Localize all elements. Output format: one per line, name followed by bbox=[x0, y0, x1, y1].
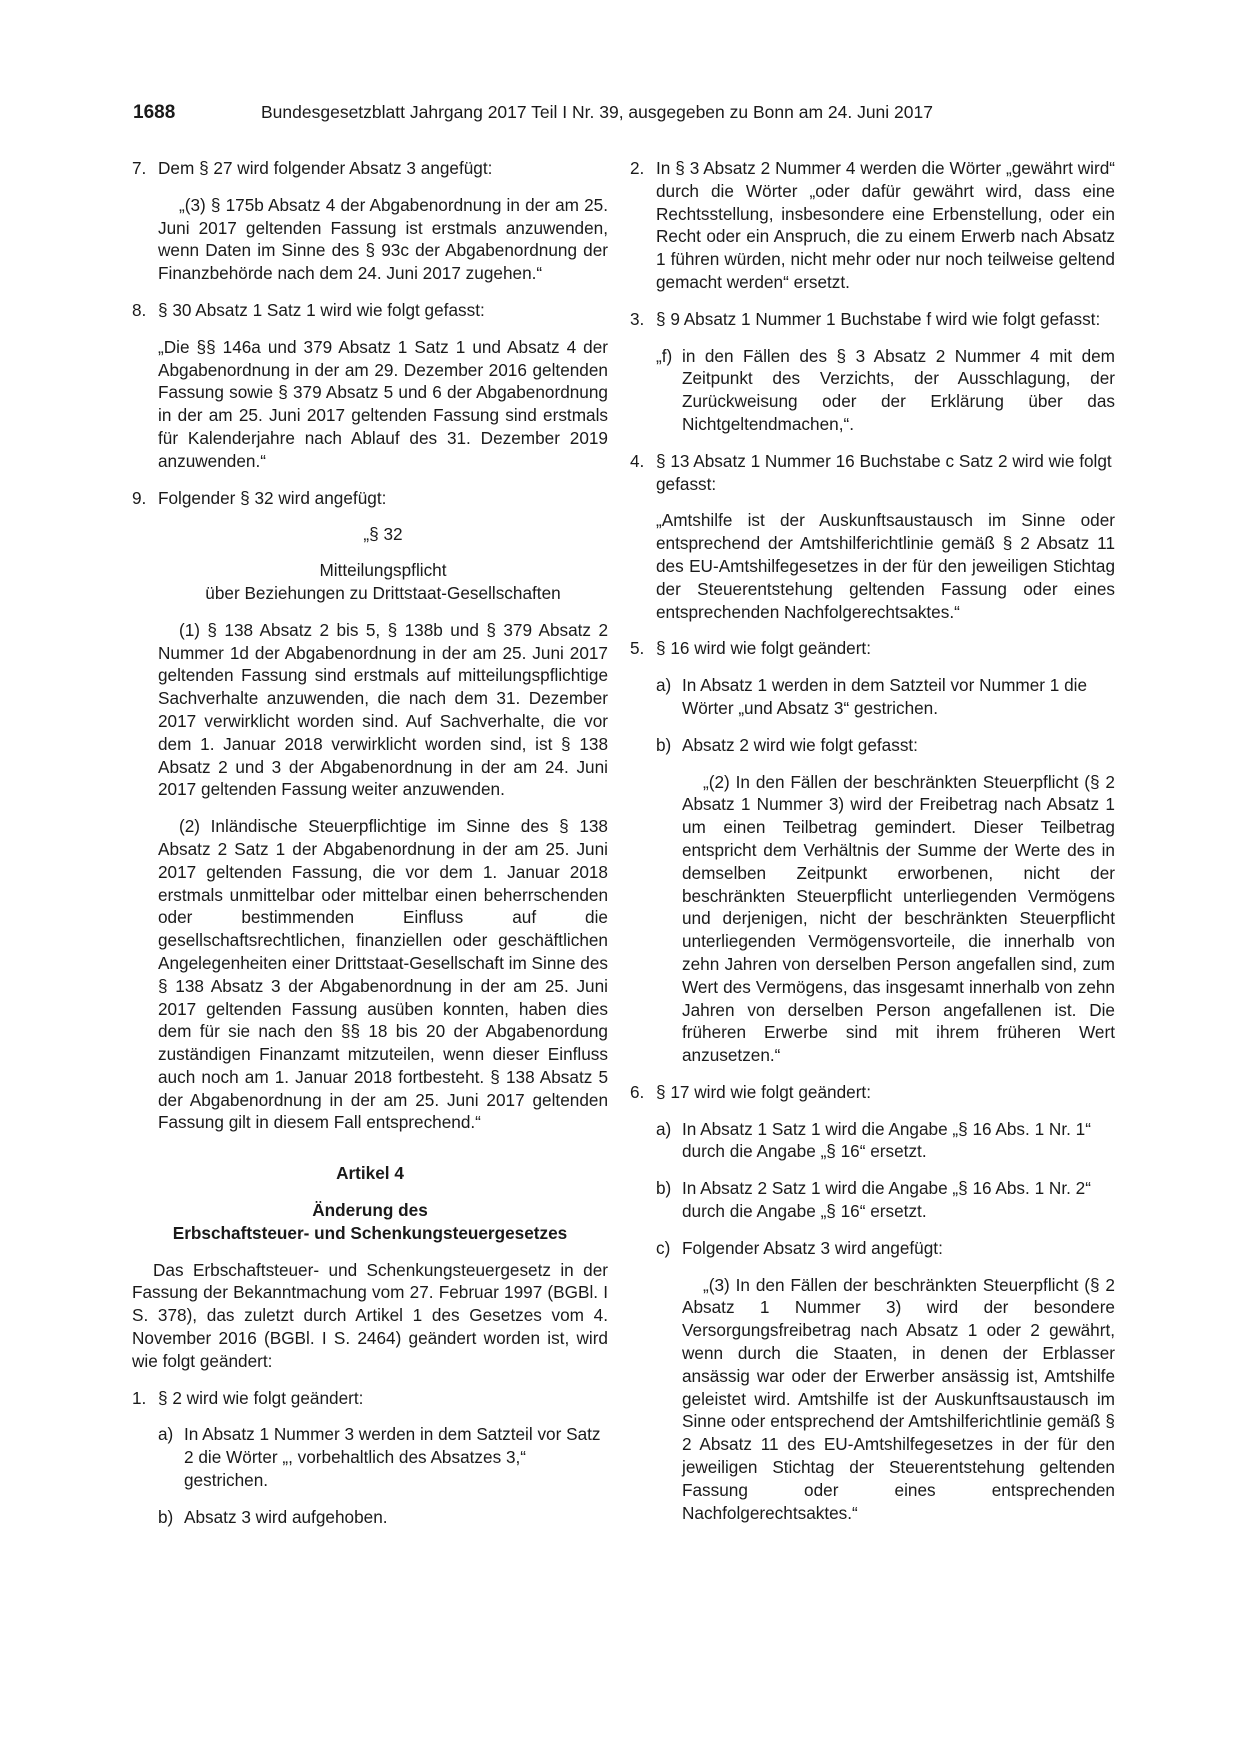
item-number: 7. bbox=[132, 158, 147, 178]
item-text: § 2 wird wie folgt geändert: bbox=[158, 1387, 364, 1408]
sub-item-b bbox=[656, 1177, 1115, 1223]
sub-item-letter: a) bbox=[158, 1424, 174, 1445]
article-title bbox=[132, 1199, 608, 1245]
sub-item-text: Absatz 3 wird aufgehoben. bbox=[184, 1506, 388, 1527]
section-mark: „§ 32 bbox=[363, 524, 403, 545]
list-item-5 bbox=[630, 637, 1115, 660]
sub-item-text: In Absatz 2 Satz 1 wird die Angabe „§ 16 Abs. 1 Nr. 2“ durch die Angabe „§ 16“ ersetzt. bbox=[682, 1178, 1091, 1222]
sub-item-a bbox=[158, 1423, 608, 1491]
sub-item-letter: a) bbox=[656, 1118, 672, 1139]
sub-item-b bbox=[656, 734, 1115, 757]
sub-item-b bbox=[158, 1506, 608, 1529]
list-item-7 bbox=[132, 157, 608, 180]
sub-item-text: In Absatz 1 Nummer 3 werden in dem Satzteil vor Satz 2 die Wörter „, vorbehaltlich des Absatzes 3,“ gestrichen. bbox=[184, 1424, 601, 1491]
item-number: 2. bbox=[630, 158, 645, 178]
item-text: Folgender § 32 wird angefügt: bbox=[158, 487, 387, 508]
quoted-provision: „(3) § 175b Absatz 4 der Abgabenordnung in der am 25. Juni 2017 geltenden Fassung ist erstmals anzuwenden, wenn Daten im Sinne des § 93c der Abgabenordnung der Finanzbehörde nach dem 24. Juni 2017 zugehen.“ bbox=[158, 194, 608, 284]
sub-item-text: Folgender Absatz 3 wird angefügt: bbox=[682, 1237, 943, 1258]
list-item-3 bbox=[630, 308, 1115, 331]
sub-item-letter: c) bbox=[656, 1237, 671, 1258]
item-text: § 17 wird wie folgt geändert: bbox=[656, 1081, 871, 1102]
quoted-provision: „(3) In den Fällen der beschränkten Steuerpflicht (§ 2 Absatz 1 Nummer 3) wird der besondere Versorgungsfreibetrag nach Absatz 1 oder 2 gewährt, wenn durch die Staaten, in denen der Erblasser ansässig war oder der Erwerber ansässig ist, Amtshilfe geleistet wird. Amtshilfe ist der Auskunftsaustausch im Sinne oder entsprechend der Amtshilferichtlinie gemäß § 2 Absatz 11 des EU-Amtshilfegesetzes in der für den jeweiligen Stichtag der Steuerentstehung geltenden Fassung oder eines entsprechenden Nachfolgerechtsaktes.“ bbox=[682, 1274, 1115, 1523]
section-title-line: über Beziehungen zu Drittstaat-Gesellschaften bbox=[205, 582, 561, 603]
item-number: 9. bbox=[132, 487, 147, 508]
article-intro: Das Erbschaftsteuer- und Schenkungsteuergesetz in der Fassung der Bekanntmachung vom 27. Februar 1997 (BGBl. I S. 378), das zuletzt durch Artikel 1 des Gesetzes vom 4. November 2016 (BGBl. I S. 2464) geändert worden ist, wird wie folgt geändert: bbox=[132, 1259, 608, 1371]
quoted-provision: „Die §§ 146a und 379 Absatz 1 Satz 1 und Absatz 4 der Abgabenordnung in der am 29. Dezember 2016 geltenden Fassung sowie § 379 Absatz 5 und 6 der Abgabenordnung in der am 25. Juni 2017 geltenden Fassung sind erstmals für Kalenderjahre nach Ablauf des 31. Dezember 2019 anzuwenden.“ bbox=[158, 336, 608, 471]
article-title-line: Erbschaftsteuer- und Schenkungsteuergesetzes bbox=[172, 1222, 568, 1243]
item-number: 5. bbox=[630, 638, 645, 659]
article-number: Artikel 4 bbox=[336, 1163, 404, 1184]
list-item-9 bbox=[132, 487, 608, 510]
item-text: § 13 Absatz 1 Nummer 16 Buchstabe c Satz 2 wird wie folgt gefasst: bbox=[656, 450, 1112, 494]
sub-item-text: in den Fällen des § 3 Absatz 2 Nummer 4 mit dem Zeitpunkt des Verzichts, der Ausschlagung, der Zurückweisung oder der Erklärung über das Nichtgeltendmachen,“. bbox=[682, 345, 1115, 434]
list-item-6 bbox=[630, 1081, 1115, 1104]
left-column bbox=[132, 157, 608, 1543]
section-title-line: Mitteilungspflicht bbox=[319, 560, 447, 581]
quoted-provision: „(2) In den Fällen der beschränkten Steuerpflicht (§ 2 Absatz 1 Nummer 3) wird der Freibetrag nach Absatz 1 um einen Teilbetrag gemindert. Dieser Teilbetrag entspricht dem Verhältnis der Summe der Werte des in demselben Zeitpunkt erworbenen, nicht der beschränkten Steuerpflicht unterliegenden Vermögens und derjenigen, nicht der beschränkten Steuerpflicht unterliegenden Vermögensvorteile, die innerhalb von zehn Jahren von derselben Person angefallen sind, zum Wert des Vermögens, das insgesamt innerhalb von zehn Jahren von derselben Person angefallenen ist. Die früheren Erwerbe sind mit ihrem früheren Wert anzusetzen.“ bbox=[682, 771, 1115, 1066]
item-number: 8. bbox=[132, 299, 147, 320]
article-title-line: Änderung des bbox=[312, 1200, 428, 1221]
section-title bbox=[158, 559, 608, 605]
item-text: § 9 Absatz 1 Nummer 1 Buchstabe f wird wie folgt gefasst: bbox=[656, 308, 1101, 329]
sub-item-a bbox=[656, 674, 1115, 720]
paragraph-1: (1) § 138 Absatz 2 bis 5, § 138b und § 379 Absatz 2 Nummer 1d der Abgabenordnung in der am 25. Juni 2017 geltenden Fassung sind erstmals auf mitteilungspflichtige Sachverhalte anzuwenden, die nach dem 31. Dezember 2017 verwirklicht worden sind. Auf Sachverhalte, die vor dem 1. Januar 2018 verwirklicht worden sind, ist § 138 Absatz 2 und 3 der Abgabenordnung in der am 24. Juni 2017 geltenden Fassung weiter anzuwenden. bbox=[158, 619, 608, 800]
item-number: 3. bbox=[630, 308, 645, 329]
list-item-2 bbox=[630, 157, 1115, 294]
item-text: § 30 Absatz 1 Satz 1 wird wie folgt gefasst: bbox=[158, 299, 485, 320]
sub-item-a bbox=[656, 1118, 1115, 1164]
right-column bbox=[630, 157, 1115, 1538]
sub-item-text: In Absatz 1 werden in dem Satzteil vor Nummer 1 die Wörter „und Absatz 3“ gestrichen. bbox=[682, 675, 1088, 718]
item-number: 1. bbox=[132, 1387, 147, 1408]
item-text: In § 3 Absatz 2 Nummer 4 werden die Wörter „gewährt wird“ durch die Wörter „oder dafür gewährt wird, dass eine Rechtsstellung, insbesondere eine Erbenstellung, oder ein Recht oder ein Anspruch, die zu einem Erwerb nach Absatz 1 führen würden, nicht mehr oder nur noch teilweise geltend gemacht werden“ ersetzt. bbox=[656, 158, 1115, 292]
sub-item-letter: b) bbox=[656, 734, 672, 755]
item-text: § 16 wird wie folgt geändert: bbox=[656, 638, 871, 659]
item-number: 6. bbox=[630, 1081, 645, 1102]
list-item-8 bbox=[132, 299, 608, 322]
item-number: 4. bbox=[630, 450, 645, 471]
item-text: Dem § 27 wird folgender Absatz 3 angefügt: bbox=[158, 158, 493, 178]
sub-item-c bbox=[656, 1237, 1115, 1260]
quoted-provision: „Amtshilfe ist der Auskunftsaustausch im Sinne oder entsprechend der Amtshilferichtlinie gemäß § 2 Absatz 11 des EU-Amtshilfegesetzes in der für den jeweiligen Stichtag der Steuerentstehung geltenden Fassung oder eines entsprechenden Nachfolgerechtsaktes.“ bbox=[656, 510, 1115, 622]
gazette-title: Bundesgesetzblatt Jahrgang 2017 Teil I Nr. 39, ausgegeben zu Bonn am 24. Juni 2017 bbox=[261, 102, 933, 122]
sub-item-letter: b) bbox=[158, 1506, 174, 1527]
sub-item-text: In Absatz 1 Satz 1 wird die Angabe „§ 16 Abs. 1 Nr. 1“ durch die Angabe „§ 16“ ersetzt. bbox=[682, 1118, 1091, 1162]
sub-item-f bbox=[656, 345, 1115, 436]
page-number: 1688 bbox=[133, 102, 176, 123]
paragraph-2: (2) Inländische Steuerpflichtige im Sinne des § 138 Absatz 2 Satz 1 der Abgabenordnung in der am 25. Juni 2017 geltenden Fassung, die vor dem 1. Januar 2018 erstmals unmittelbar oder mittelbar einen beherrschenden oder bestimmenden Einfluss auf die gesellschaftsrechtlichen, finanziellen oder geschäftlichen Angelegenheiten einer Drittstaat-Gesellschaft im Sinne des § 138 Absatz 3 der Abgabenordnung in der am 25. Juni 2017 geltenden Fassung ausüben konnten, haben dies dem für sie nach den §§ 18 bis 20 der Abgabenordung zuständigen Finanzamt mitzuteilen, wenn dieser Einfluss auch noch am 1. Januar 2018 fortbesteht. § 138 Absatz 5 der Abgabenordnung in der am 25. Juni 2017 geltenden Fassung gilt in diesem Fall entsprechend.“ bbox=[158, 816, 608, 1133]
page-header bbox=[133, 100, 1113, 125]
sub-item-text: Absatz 2 wird wie folgt gefasst: bbox=[682, 734, 918, 755]
sub-item-letter: „f) bbox=[656, 345, 673, 366]
sub-item-letter: b) bbox=[656, 1178, 672, 1199]
list-item-1 bbox=[132, 1387, 608, 1410]
sub-item-letter: a) bbox=[656, 675, 672, 696]
list-item-4 bbox=[630, 450, 1115, 496]
